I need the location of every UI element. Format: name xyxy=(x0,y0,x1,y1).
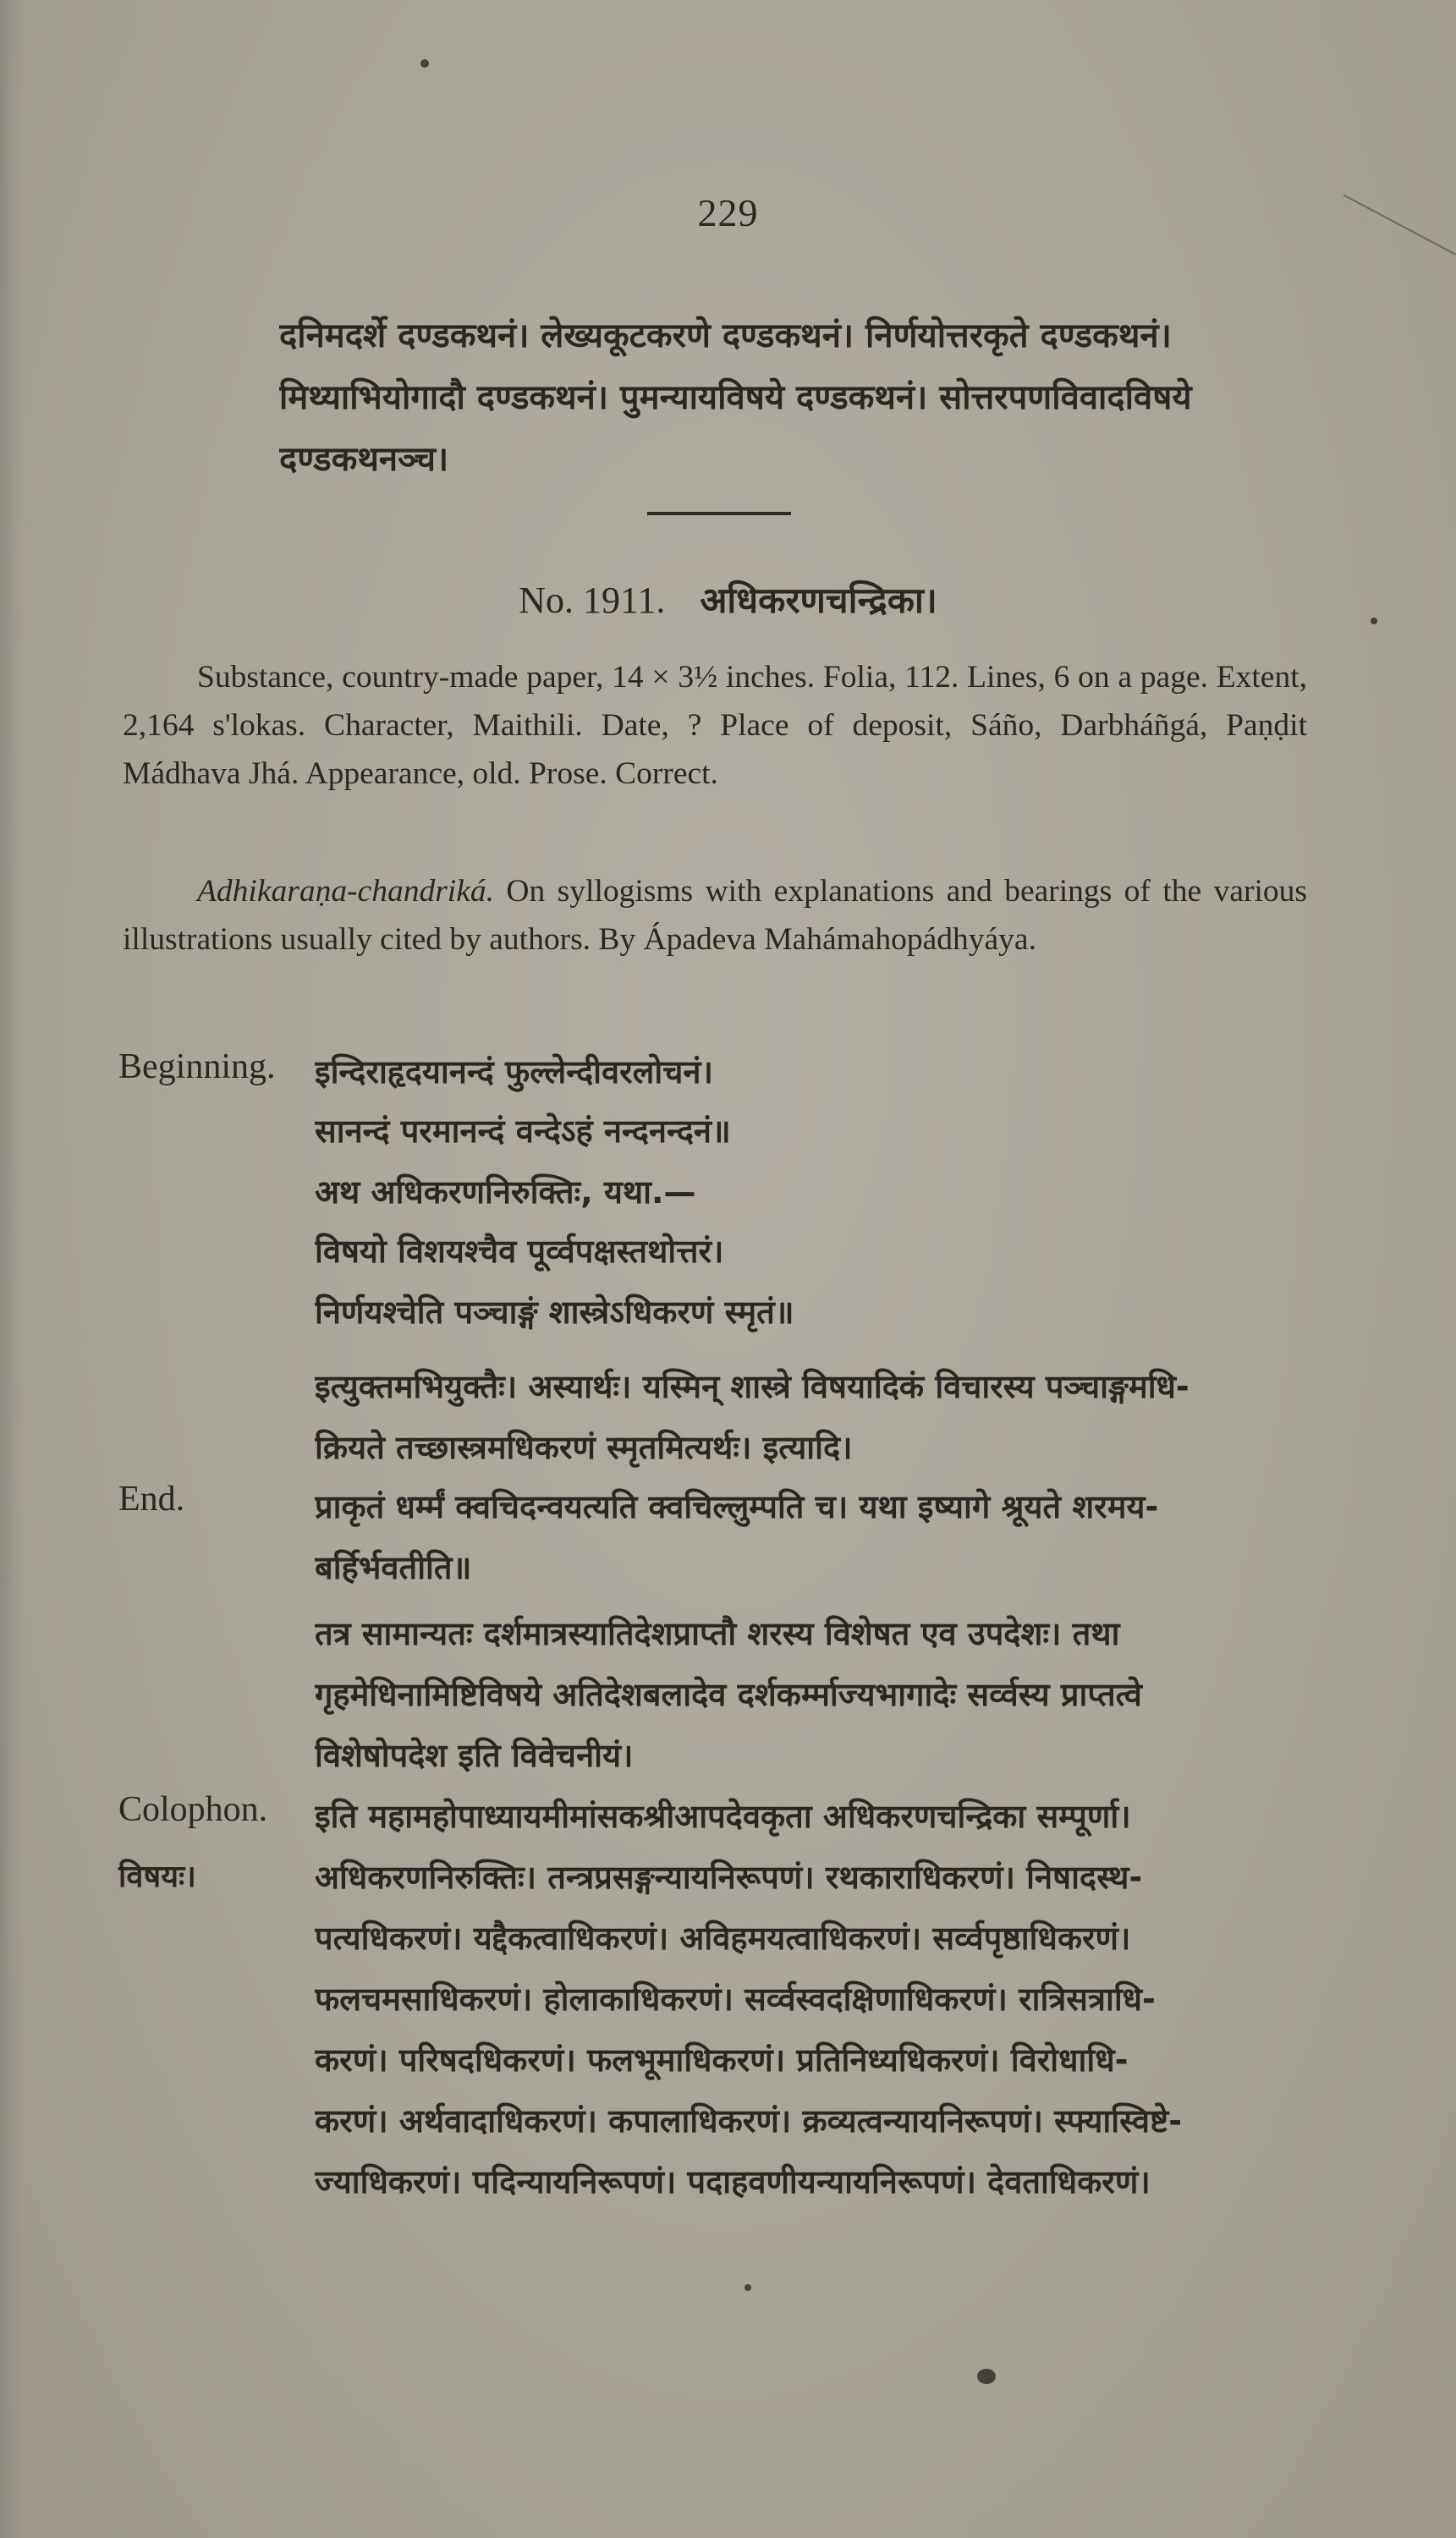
page-gutter-shadow xyxy=(0,0,22,2538)
beginning-line: विषयो विशयश्चैव पूर्व्वपक्षस्तथोत्तरं। xyxy=(315,1233,724,1270)
top-text-line: दण्डकथनञ्च। xyxy=(279,440,449,479)
beginning-label: Beginning. xyxy=(118,1047,276,1086)
end-line: तत्र सामान्यतः दर्शमात्रस्यातिदेशप्राप्तौ शरस्य विशेषत एव उपदेशः। तथा xyxy=(315,1615,1120,1652)
entry-description: Substance, country-made paper, 14 × 3½ inches. Folia, 112. Lines, 6 on a page. Extent, 2,164 s'lokas. Character, Maithili. Date, ? Place of deposit, Sáño, Darbháñgá, Paṇḍit Mádhava Jhá. Appearance, old. Prose. Correct. xyxy=(123,660,1307,791)
contents-line: करणं। परिषदधिकरणं। फलभूमाधिकरणं। प्रतिनिध्यधिकरणं। विरोधाधि- xyxy=(315,2041,1129,2079)
entry-number: No. 1911. xyxy=(519,580,666,621)
beginning-line: इन्दिराहृदयानन्दं फुल्लेन्दीवरलोचनं। xyxy=(315,1053,713,1090)
beginning-line: इत्युक्तमभियुक्तैः। अस्यार्थः। यस्मिन् शास्त्रे विषयादिकं विचारस्य पञ्चाङ्गमधि- xyxy=(315,1368,1190,1405)
contents-line: पत्यधिकरणं। यद्दैकत्वाधिकरणं। अविहमयत्वाधिकरणं। सर्व्वपृष्ठाधिकरणं। xyxy=(315,1920,1131,1957)
contents-line: अधिकरणनिरुक्तिः। तन्त्रप्रसङ्गन्यायनिरूपणं। रथकाराधिकरणं। निषादस्थ- xyxy=(315,1859,1143,1896)
entry-summary xyxy=(123,867,1307,964)
paper-speck xyxy=(744,2284,751,2291)
top-text-line: दनिमदर्शे दण्डकथनं। लेख्यकूटकरणे दण्डकथनं। निर्णयोत्तरकृते दण्डकथनं। xyxy=(279,316,1172,355)
section-divider xyxy=(647,512,791,515)
colophon-line: इति महामहोपाध्यायमीमांसकश्रीआपदेवकृता अधिकरणचन्द्रिका सम्पूर्णा। xyxy=(315,1798,1131,1835)
end-label: End. xyxy=(118,1480,185,1519)
summary-title: Adhikaraṇa-chandriká. xyxy=(197,874,494,909)
paper-speck xyxy=(420,59,429,68)
end-line: गृहमेधिनामिष्टिविषये अतिदेशबलादेव दर्शकर्म्माज्यभागादेः सर्व्वस्य प्राप्तत्वे xyxy=(315,1676,1142,1713)
contents-line: ज्याधिकरणं। पदिन्यायनिरूपणं। पदाहवणीयन्यायनिरूपणं। देवताधिकरणं। xyxy=(315,2163,1151,2200)
end-line: विशेषोपदेश इति विवेचनीयं। xyxy=(315,1737,634,1774)
contents-line: करणं। अर्थवादाधिकरणं। कपालाधिकरणं। क्रव्यत्वन्यायनिरूपणं। स्फ्यास्विष्टे- xyxy=(315,2102,1182,2140)
beginning-line: क्रियते तच्छास्त्रमधिकरणं स्मृतमित्यर्थः। इत्यादि। xyxy=(315,1429,853,1466)
end-line: प्राकृतं धर्म्मं क्वचिदन्वयत्यति क्वचिल्लुम्पति च। यथा इष्यागे श्रूयते शरमय- xyxy=(315,1488,1159,1525)
top-text-line: मिथ्याभियोगादौ दण्डकथनं। पुमन्यायविषये दण्डकथनं। सोत्तरपणविवादविषये xyxy=(279,378,1192,417)
page-number: 229 xyxy=(697,191,759,234)
colophon-label: Colophon. xyxy=(118,1790,268,1829)
beginning-line: सानन्दं परमानन्दं वन्देऽहं नन्दनन्दनं॥ xyxy=(315,1112,731,1150)
entry-heading xyxy=(0,575,1456,624)
contents-line: फलचमसाधिकरणं। होलाकाधिकरणं। सर्व्वस्वदक्षिणाधिकरणं। रात्रिसत्राधि- xyxy=(315,1980,1156,2018)
paper-speck xyxy=(977,2369,996,2384)
summary-text: On syllogisms with explanations and bearings of the various illustrations usually cited by authors. By Ápadeva Mahámahopádhyáya. xyxy=(123,874,1307,957)
end-line: बर्हिर्भवतीति॥ xyxy=(315,1549,472,1586)
beginning-line: निर्णयश्चेति पञ्चाङ्गं शास्त्रेऽधिकरणं स्मृतं॥ xyxy=(315,1294,794,1331)
contents-label: विषयः। xyxy=(118,1860,196,1894)
entry-title-devanagari: अधिकरणचन्द्रिका। xyxy=(700,580,937,621)
beginning-line: अथ अधिकरणनिरुक्तिः, यथा.— xyxy=(315,1173,696,1211)
